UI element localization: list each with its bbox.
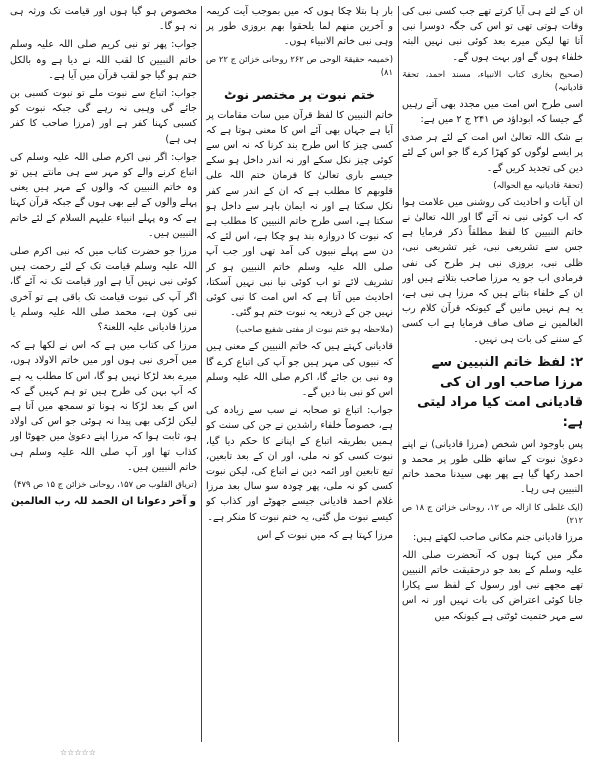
closing-line: و آخر دعوانا ان الحمد للہ رب العالمین <box>10 496 197 508</box>
quote: مگر میں کہتا ہوں کہ آنحضرت صلی اللہ علیہ وسلم کے بعد جو درحقیقت خاتم النبیین تھے مجھے نبی اور رسول کے لفظ سے پکارا جانا کوئی اعتراض کی بات نہیں اور نہ اس سے مہر ختمیت ٹوٹتی ہے کیونکہ میں <box>402 549 583 622</box>
reference: (ملاحظہ ہو ختم نبوت از مفتی شفیع صاحب) <box>235 324 393 335</box>
paragraph: جواب: اتباع تو صحابہ نے سب سے زیادہ کی ہے، خصوصاً خلفاء راشدین نے جن کی سنت کو ہمیں بطریقہ اتباع کے اپنانے کا حکم دیا گیا، نبوت کسی کو نہ ملی، اور ان کے بعد تابعین، تبع تابعین اور ائمہ دین نے اتباع کی، لیکن نبوت کسی کو نہ ملی، پھر چودہ سو سال بعد مرزا غلام احمد قادیانی جیسے جھوٹے اور کذاب کو کیسے نبوت مل گئی، یہ ختم نبوت کا منکر ہے۔ <box>206 405 393 523</box>
column-middle <box>206 4 393 756</box>
section-heading: ۲: لفظ خاتم النبیین سے مرزا صاحب اور ان کی قادیانی امت کیا مراد لیتی ہے: <box>417 354 583 430</box>
reference: (ایک غلطی کا ازالہ ص ۱۲، روحانی خزائن ج ۱۸ ص ۲۱۲) <box>402 501 583 525</box>
quote: بار ہا بتلا چکا ہوں کہ میں بموجب آیت کریمہ و آخرین منھم لما یلحقوا بھم بروزی طور پر وہی نبی خاتم الانبیاء ہوں۔ <box>206 6 393 48</box>
paragraph: مرزا جو حضرت کتاب میں کہ نبی اکرم صلی اللہ علیہ وسلم قیامت تک کے لئے رحمت ہیں کوئی نبی نہیں آیا ہے اور قیامت تک نہ آئے گا، اگر آپ کی نبوت قیامت تک باقی ہے تو آخری نبی کون ہے، محمد صلی اللہ علیہ وسلم یا مرزا قادیانی علیہ اللعنۃ؟ <box>10 246 197 334</box>
paragraph: جواب: اتباع سے نبوت ملے تو نبوت کسبی بن جائے گی وہبی نہ رہے گی جبکہ نبوت کو کسبی کہنا کفر ہے اور (مرزا صاحب کا کفر ہی ہے) <box>10 88 197 145</box>
reference: (تحفۃ قادیانیہ مع الحوالہ) <box>493 179 583 190</box>
paragraph: قادیانی کہتے ہیں کہ خاتم النبیین کے معنی ہیں کہ نبیوں کی مہر ہیں جو آپ کی اتباع کرے گا وہ نبی بن جائے گا، اکرم صلی اللہ علیہ وسلم اس کو نبی بنا دیں گے۔ <box>206 341 393 399</box>
paragraph: مرزا قادیانی جنم مکانی صاحب لکھتے ہیں: <box>413 531 583 543</box>
paragraph: جواب: پھر تو نبی کریم صلی اللہ علیہ وسلم خاتم النبیین کا لقب اللہ نے دیا ہے وہ بالکل ختم ہو گیا جو لقب قرآن میں آیا ہے۔ <box>10 39 197 81</box>
paragraph: جواب: اگر نبی اکرم صلی اللہ علیہ وسلم کی اتباع کرنے والے کو مہر سے ہی مانتے ہیں تو وہ خاتم النبیین کہ والوں کے مہر ہیں یعنی پہلے والوں کے لیے بھی ہوں گے جبکہ قرآن کہتا ہے کہ وہ پہلے انبیاء علیہم السلام کے لئے خاتم النبیین ہیں۔ <box>10 151 197 239</box>
paragraph: مرزا کہتا ہے کہ میں نبوت کے اس <box>257 529 393 541</box>
paragraph: ان آیات و احادیث کی روشنی میں علامت ہوا کہ اب کوئی نبی نہ آئے گا اور اللہ تعالیٰ نے خاتم النبیین کا لفظ مطلقاً ذکر فرمایا ہے جس سے تشریعی نبی، غیر تشریعی نبی، ظلی نبی، بروزی نبی ہر طرح کی نفی فرمادی اب جو یہ مرزا صاحب بتلاتے ہیں اور ان کے خلفاء بتاتے ہیں کہ مرزا ہی نبی ہے، یہ ہم نہیں مانیں گے کیونکہ قرآن کلام رب العالمین نے صاف صاف فرمایا ہے اب کسی کے سننے کی بات ہی نہیں۔ <box>402 196 583 345</box>
paragraph: مخصوص ہو گیا ہوں اور قیامت تک ورثہ ہی نہ ہو گا۔ <box>10 6 197 33</box>
quote: بے شک اللہ تعالیٰ اس امت کے لئے ہر صدی پر ایسے لوگوں کو کھڑا کرے گا جو اس کے لئے دین کی تجدید کریں گے۔ <box>402 132 583 174</box>
column-divider <box>201 6 202 742</box>
reference: (صحیح بخاری کتاب الانبیاء، مسند احمد، تحفۃ قادیانیہ) <box>402 68 583 92</box>
paragraph: خاتم النبیین کا لفظ قرآن میں سات مقامات پر آیا ہے جہاں بھی آئے اس کا معنی ہوتا ہے کہ کسی چیز کا اس طرح بند کرنا کہ نہ اس سے کوئی چیز نکل سکے اور نہ اندر داخل ہو سکے جیسے باری تعالیٰ کا فرمان ختم اللہ علی قلوبھم کا مطلب ہے کہ ان کے اندر سے کفر نکل سکتا ہے اور نہ ایمان باہر سے داخل ہو سکتا ہے، اسی طرح خاتم النبیین کا مطلب ہے کہ نبوت کا دروازہ بند ہو چکا ہے، اس لئے کہ دن سے پہلے نبیوں کی آمد تھی اور جب آپ صلی اللہ علیہ وسلم خاتم النبیین ہو کر تشریف لائے تو اب کوئی نیا نبی نہیں آسکتا، احادیث میں آتا ہے کہ اس امت کا نبی کوئی نہیں جن کے ذریعہ یہ نبوت ختم ہو گئی۔ <box>206 109 393 319</box>
reference: (خمیمہ حقیقۃ الوحی ص ۲۶۲ روحانی خزائن ج ۲۲ ص ۸۱) <box>206 53 393 77</box>
footer-stars: ☆☆☆☆☆ <box>60 748 96 757</box>
paragraph: مرزا کی کتاب میں ہے کہ اس نے لکھا ہے کہ میں آخری نبی ہوں اور میں خاتم الاولاد ہوں، میرے بعد لڑکا نہیں ہو گا، اس کا مطلب یہ ہے کہ آپ بہن کی طرح ہیں تو ہم کہیں گے کہ اس کے بعد لڑکا نہ ہونا تو سمجھ میں آتا ہے لیکن لڑکی بھی پیدا نہ ہوئی جو اس کی اولاد ہو، ثابت ہوا کہ مرزا اپنے دعویٰ میں جھوٹا اور کذاب تھا اور آپ صلی اللہ علیہ وسلم ہی خاتم النبیین ہیں۔ <box>10 340 197 473</box>
column-left <box>10 4 197 744</box>
column-right <box>402 4 583 756</box>
reference: (تریاق القلوب ص ۱۵۷، روحانی خزائن ج ۱۵ ص ۴۷۹) <box>13 479 197 490</box>
paragraph: ان کے لئے ہی آیا کرتے تھے جب کسی نبی کی وفات ہوتی تھی تو اس کی جگہ دوسرا نبی آتا تھا لیکن میرے بعد کوئی نبی نہیں البتہ خلفاء ہوں گے اور بہت ہوں گے۔ <box>402 6 583 63</box>
column-divider <box>398 6 399 742</box>
quote: پس باوجود اس شخص (مرزا قادیانی) نے اپنے دعویٰ نبوت کے ساتھ ظلی طور پر محمد و احمد رکھا گیا ہے پھر بھی سیدنا محمد خاتم النبیین ہی رہا۔ <box>402 438 583 496</box>
paragraph: اسی طرح اس امت میں مجدد بھی آتے رہیں گے جیسا کہ ابوداؤد ص ۲۴۱ ج ۲ میں ہے: <box>402 98 583 126</box>
section-heading: ختم نبوت پر مختصر نوٹ <box>223 86 376 102</box>
